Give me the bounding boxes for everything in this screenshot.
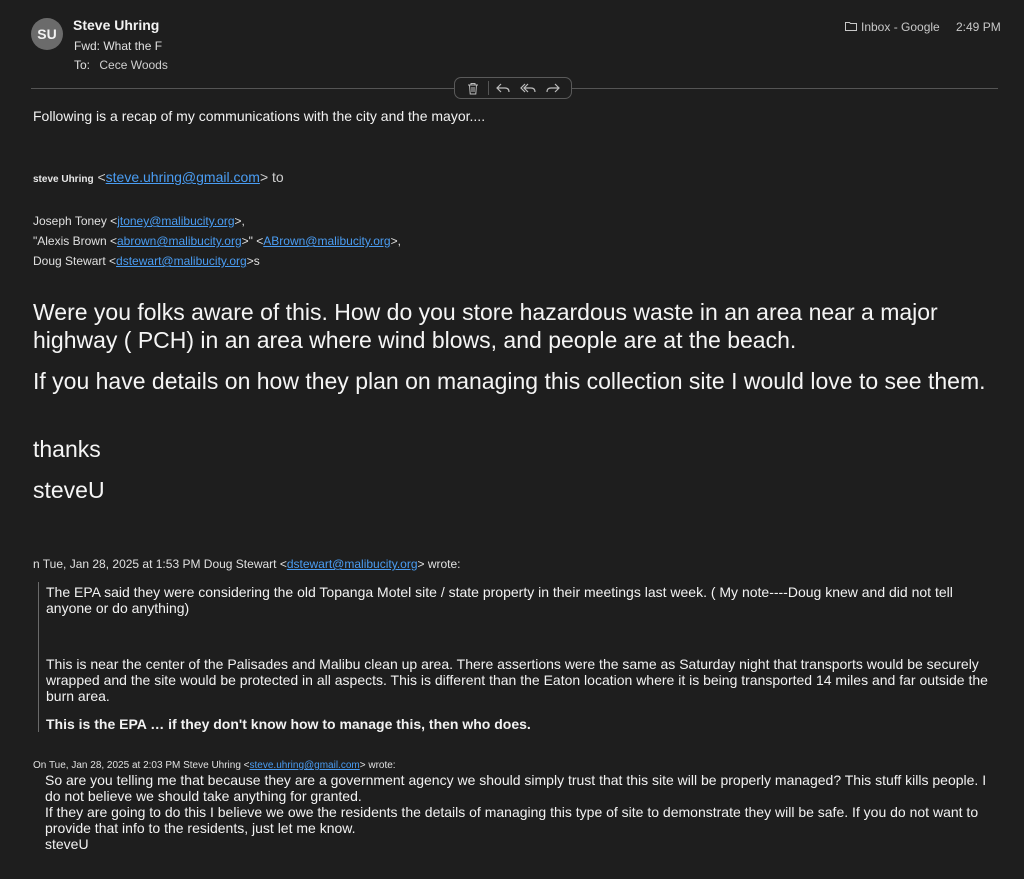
received-time: 2:49 PM: [956, 20, 1001, 34]
mailbox-name: Inbox - Google: [861, 20, 940, 34]
message-paragraph: If you have details on how they plan on managing this collection site I would love to see them.: [33, 368, 986, 394]
mailbox-label: [845, 20, 940, 34]
quoted-paragraph: The EPA said they were considering the old Topanga Motel site / state property in their meetings last week. ( My note----Doug knew and did not tell anyone or do anything): [46, 584, 953, 616]
sender-email-link[interactable]: steve.uhring@gmail.com: [105, 169, 260, 185]
avatar: SU: [31, 18, 63, 50]
message-paragraph: thanks: [33, 436, 101, 462]
reply-message: [45, 772, 1005, 852]
attribution-email-link[interactable]: dstewart@malibucity.org: [286, 557, 418, 571]
sender-name[interactable]: Steve Uhring: [73, 17, 160, 33]
message-signature: steveU: [33, 477, 105, 503]
bracket-open: <: [93, 169, 106, 185]
reply-icon[interactable]: [493, 80, 513, 96]
quoted-paragraph: This is near the center of the Palisades and Malibu clean up area. There assertions were the same as Saturday night that transports would be securely wrapped and the site would be protected in all aspects. This is different than the Eaton location where it is being transported 14 miles and far outside the burn area.: [46, 656, 988, 704]
recipient-suffix: >s: [246, 254, 260, 268]
reply-attribution: [33, 760, 396, 771]
recipient-name: Doug Stewart <: [33, 254, 117, 268]
recipient-suffix: >,: [390, 234, 401, 248]
to-recipient[interactable]: Cece Woods: [99, 58, 168, 72]
quoted-paragraph-bold: This is the EPA … if they don't know how to manage this, then who does.: [46, 716, 531, 732]
attribution-email-link[interactable]: steve.uhring@gmail.com: [249, 760, 360, 771]
recipient-suffix: >,: [234, 214, 245, 228]
recipient-list: [33, 211, 401, 271]
recipient-separator: >" <: [241, 234, 264, 248]
message-toolbar: [454, 77, 572, 99]
recipient-row: [33, 231, 401, 251]
bracket-close-to: > to: [259, 169, 284, 185]
recipient-row: [33, 251, 401, 271]
attribution-text: On Tue, Jan 28, 2025 at 2:03 PM Steve Uhring <: [33, 760, 250, 771]
forwarded-sender-line: [33, 169, 284, 185]
quoted-message: [38, 582, 1000, 732]
recipient-name: "Alexis Brown <: [33, 234, 117, 248]
recipient-email-link[interactable]: dstewart@malibucity.org: [116, 254, 247, 268]
forward-icon[interactable]: [543, 80, 563, 96]
folder-icon: [845, 20, 857, 34]
attribution-text: n Tue, Jan 28, 2025 at 1:53 PM Doug Stewart <: [33, 557, 287, 571]
recipient-email-link[interactable]: jtoney@malibucity.org: [117, 214, 235, 228]
recipient-name: Joseph Toney <: [33, 214, 118, 228]
to-line: [74, 58, 168, 72]
attribution-suffix: > wrote:: [417, 557, 461, 571]
forwarded-sender-name: steve Uhring: [33, 174, 94, 185]
message-paragraph: Were you folks aware of this. How do you store hazardous waste in an area near a major highway ( PCH) in an area where wind blows, and people are at the beach.: [33, 299, 938, 353]
recipient-email-link[interactable]: ABrown@malibucity.org: [263, 234, 391, 248]
reply-all-icon[interactable]: [518, 80, 538, 96]
subject-line: Fwd: What the F: [74, 39, 163, 53]
attribution-suffix: > wrote:: [359, 760, 396, 771]
recipient-email-link[interactable]: abrown@malibucity.org: [116, 234, 242, 248]
to-label: To:: [74, 58, 91, 72]
reply-paragraph: If they are going to do this I believe we owe the residents the details of managing this type of site to demonstrate they will be safe. If you do not want to provide that info to the residents, just let me know.: [45, 804, 979, 836]
recipient-row: [33, 211, 401, 231]
trash-icon[interactable]: [463, 80, 483, 96]
reply-paragraph: So are you telling me that because they are a government agency we should simply trust that this site will be properly managed? This stuff kills people. I do not believe we should take anything for granted.: [45, 772, 987, 804]
quote-attribution: [33, 557, 461, 571]
intro-text: Following is a recap of my communications with the city and the mayor....: [33, 108, 486, 124]
reply-signature: steveU: [45, 836, 89, 852]
toolbar-divider: [488, 81, 489, 95]
